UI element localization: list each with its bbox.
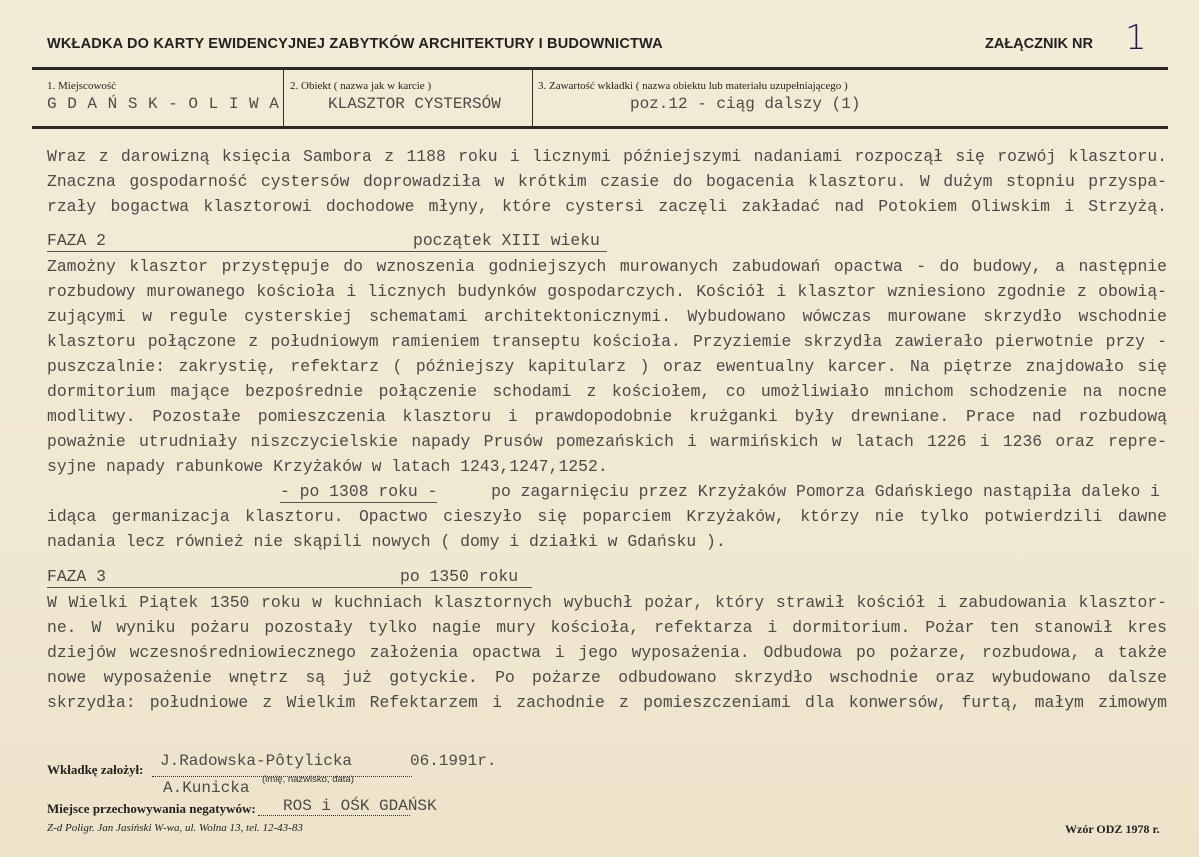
top-rule bbox=[32, 67, 1168, 70]
attachment-label: ZAŁĄCZNIK NR bbox=[985, 36, 1093, 52]
text-line bbox=[280, 482, 1160, 503]
text-line: puszczalnie: zakrystię, refektarz ( późniejszy kapitularz ) oraz ewentualny karcer. Na piętrze znajdowało się bbox=[47, 357, 1167, 376]
negatives-label: Miejsce przechowywania negatywów: bbox=[47, 801, 256, 816]
author-1: J.Radowska-Pôtylicka bbox=[160, 752, 353, 770]
after-1308-label: - po 1308 roku - bbox=[280, 482, 438, 501]
author-hint: (imię, nazwisko, data) bbox=[262, 774, 354, 785]
text-line: ne. W wyniku pożaru pozostały tylko nagie mury kościoła, refektarza i dormitorium. Pożar ten stanowił kres bbox=[47, 618, 1167, 637]
object-value: KLASZTOR CYSTERSÓW bbox=[328, 95, 501, 113]
text-line: syjne napady rabunkowe Krzyżaków w latach 1243,1247,1252. bbox=[47, 457, 608, 476]
after-1308-text: po zagarnięciu przez Krzyżaków Pomorza Gdańskiego nastąpiła daleko i bbox=[491, 482, 1160, 501]
attachment-number: 1 bbox=[1125, 18, 1147, 58]
printer-info: Z-d Poligr. Jan Jasiński W-wa, ul. Wolna 13, tel. 12-43-83 bbox=[47, 822, 303, 834]
document-title: WKŁADKA DO KARTY EWIDENCYJNEJ ZABYTKÓW ARCHITEKTURY I BUDOWNICTWA bbox=[47, 36, 663, 52]
text-line: dormitorium mające bezpośrednie połączenie schodami z kościołem, co umożliwiało mnichom schodzenie na nocne bbox=[47, 382, 1167, 401]
text-line: zującymi w regule cysterskiej schematami architektonicznymi. Wybudowano wówczas murowane skrzydło wschodnie bbox=[47, 307, 1167, 326]
text-line: nowe wyposażenie wnętrz są już gotyckie. Po pożarze odbudowano skrzydło wschodnie oraz wybudowano dalsze bbox=[47, 668, 1167, 687]
text-line: rzały bogactwa klasztorowi dochodowe młyny, które cystersi zaczęli zakładać nad Potokiem Oliwskim i Strzyżą. bbox=[47, 197, 1167, 216]
text-line: klasztoru połączone z południowym ramieniem transeptu kościoła. Przyziemie skrzydła zawierało pierwotnie przy - bbox=[47, 332, 1167, 351]
text-line: W Wielki Piątek 1350 roku w kuchniach klasztornych wybuchł pożar, który strawił kościół i zabudowania klasztor- bbox=[47, 593, 1167, 612]
contents-label: 3. Zawartość wkładki ( nazwa obiektu lub materiału uzupełniającego ) bbox=[538, 80, 848, 92]
phase-2-heading bbox=[47, 231, 607, 252]
phase-3-label: FAZA 3 bbox=[47, 567, 107, 586]
form-code: Wzór ODZ 1978 r. bbox=[1065, 822, 1160, 836]
phase-3-period: po 1350 roku bbox=[400, 567, 519, 586]
phase-3-heading bbox=[47, 567, 532, 588]
field-divider bbox=[283, 70, 284, 127]
text-line: Zamożny klasztor przystępuje do wznoszenia godniejszych murowanych zabudowań opactwa - do budowy, a następnie bbox=[47, 257, 1167, 276]
phase-2-label: FAZA 2 bbox=[47, 231, 107, 250]
text-line: dziejów wczesnośredniowiecznego założenia opactwa i jego wyposażenia. Odbudowa po pożarze, rozbudowa, a także bbox=[47, 643, 1167, 662]
contents-value: poz.12 - ciąg dalszy (1) bbox=[630, 95, 861, 113]
negatives-value: ROS i OŚK GDAŃSK bbox=[283, 797, 437, 815]
text-line: rozbudowy murowanego kościoła i licznych budynków gospodarczych. Kościół i klasztor wzniesiono zgodnie z obowią- bbox=[47, 282, 1167, 301]
text-line: poważnie utrudniały niszczycielskie napady Prusów pomezańskich i warmińskich w latach 1226 i 1236 oraz repre- bbox=[47, 432, 1167, 451]
bottom-rule bbox=[32, 126, 1168, 129]
field-divider bbox=[532, 70, 533, 127]
negatives-dotted-line bbox=[258, 815, 410, 816]
locality-value: G D A Ń S K - O L I W A bbox=[47, 95, 280, 113]
text-line: Wraz z darowizną księcia Sambora z 1188 roku i licznymi późniejszymi nadaniami rozpoczął się rozwój klasztoru. bbox=[47, 147, 1167, 166]
text-line: nadania lecz również nie skąpili nowych ( domy i działki w Gdańsku ). bbox=[47, 532, 726, 551]
text-line: modlitwy. Pozostałe pomieszczenia klasztoru i prawdopodobnie krużganki były drewniane. Prace nad rozbudową bbox=[47, 407, 1167, 426]
text-line: Znaczna gospodarność cystersów doprowadziła w krótkim czasie do bogacenia klasztoru. W dużym stopniu przyspa- bbox=[47, 172, 1167, 191]
author-date: 06.1991r. bbox=[410, 752, 497, 770]
text-line: idąca germanizacja klasztoru. Opactwo cieszyło się poparciem Krzyżaków, którzy nie tylko potwierdzili dawne bbox=[47, 507, 1167, 526]
author-2: A.Kunicka bbox=[163, 779, 250, 797]
locality-label: 1. Miejscowość bbox=[47, 80, 117, 92]
text-line: skrzydła: południowe z Wielkim Refektarzem i zachodnie z pomieszczeniami dla konwersów, furtą, małym zimowym bbox=[47, 693, 1167, 712]
object-label: 2. Obiekt ( nazwa jak w karcie ) bbox=[290, 80, 432, 92]
phase-2-period: początek XIII wieku bbox=[413, 231, 600, 250]
author-label: Wkładkę założył: bbox=[47, 762, 144, 777]
